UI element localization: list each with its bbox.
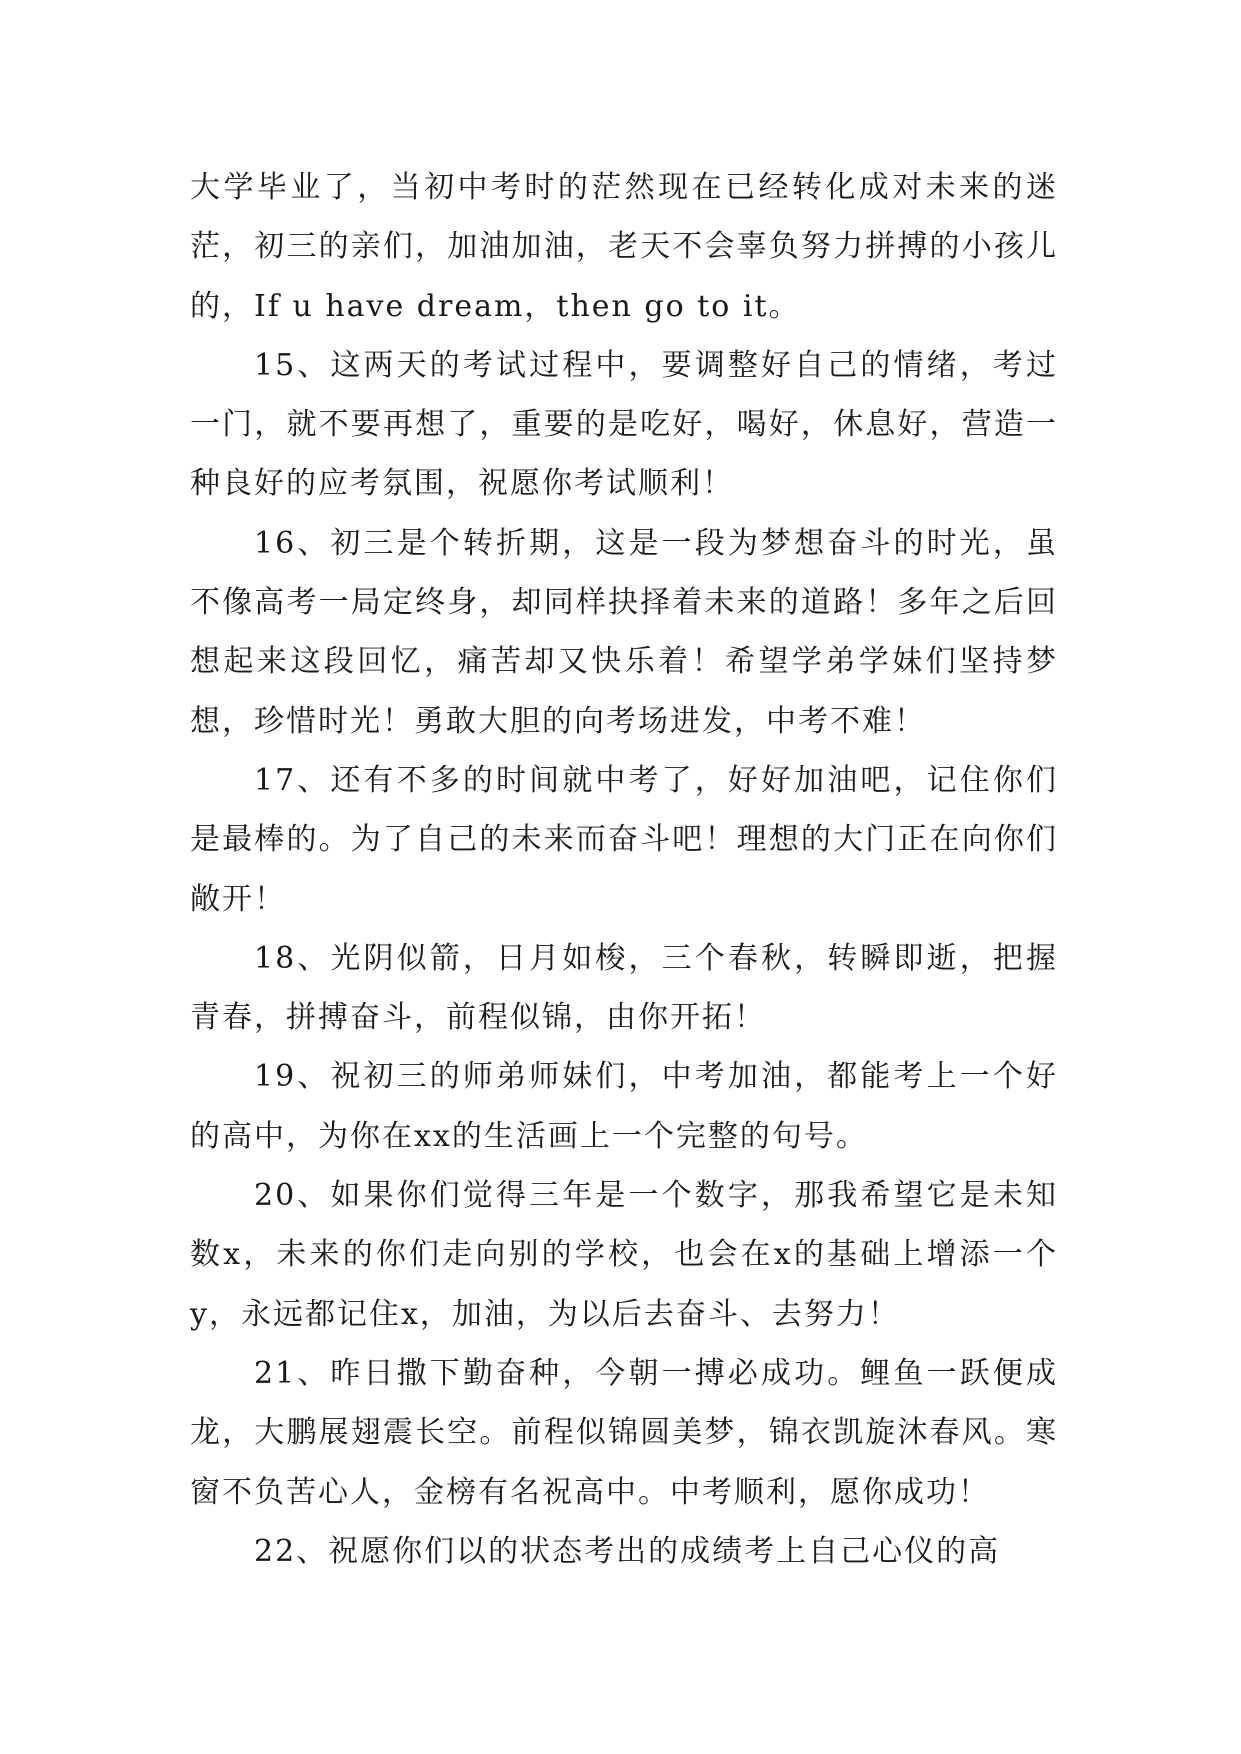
document-body	[190, 158, 1058, 1581]
paragraph-18: 18、光阴似箭，日月如梭，三个春秋，转瞬即逝，把握青春，拼搏奋斗，前程似锦，由你开拓！	[190, 940, 1058, 1036]
paragraph-20: 20、如果你们觉得三年是一个数字，那我希望它是未知数x，未来的你们走向别的学校，也会在x的基础上增添一个y，永远都记住x，加油，为以后去奋斗、去努力！	[190, 1178, 1058, 1332]
paragraph-17: 17、还有不多的时间就中考了，好好加油吧，记住你们是最棒的。为了自己的未来而奋斗吧！理想的大门正在向你们敞开！	[190, 762, 1058, 917]
paragraph-19: 19、祝初三的师弟师妹们，中考加油，都能考上一个好的高中，为你在xx的生活画上一个完整的句号。	[190, 1059, 1058, 1154]
paragraph-14-continued: 大学毕业了，当初中考时的茫然现在已经转化成对未来的迷茫，初三的亲们，加油加油，老天不会辜负努力拼搏的小孩儿的，If u have dream，then go to it。	[190, 170, 1058, 324]
paragraph-21: 21、昨日撒下勤奋种，今朝一搏必成功。鲤鱼一跃便成龙，大鹏展翅震长空。前程似锦圆美梦，锦衣凯旋沐春风。寒窗不负苦心人，金榜有名祝高中。中考顺利，愿你成功！	[190, 1355, 1058, 1510]
paragraph-22: 22、祝愿你们以的状态考出的成绩考上自己心仪的高	[254, 1533, 1001, 1569]
paragraph-16: 16、初三是个转折期，这是一段为梦想奋斗的时光，虽不像高考一局定终身，却同样抉择着未来的道路！多年之后回想起来这段回忆，痛苦却又快乐着！希望学弟学妹们坚持梦想，珍惜时光！勇敢大胆的向考场进发，中考不难！	[190, 525, 1058, 739]
paragraph-15: 15、这两天的考试过程中，要调整好自己的情绪，考过一门，就不要再想了，重要的是吃好，喝好，休息好，营造一种良好的应考氛围，祝愿你考试顺利！	[190, 347, 1058, 502]
